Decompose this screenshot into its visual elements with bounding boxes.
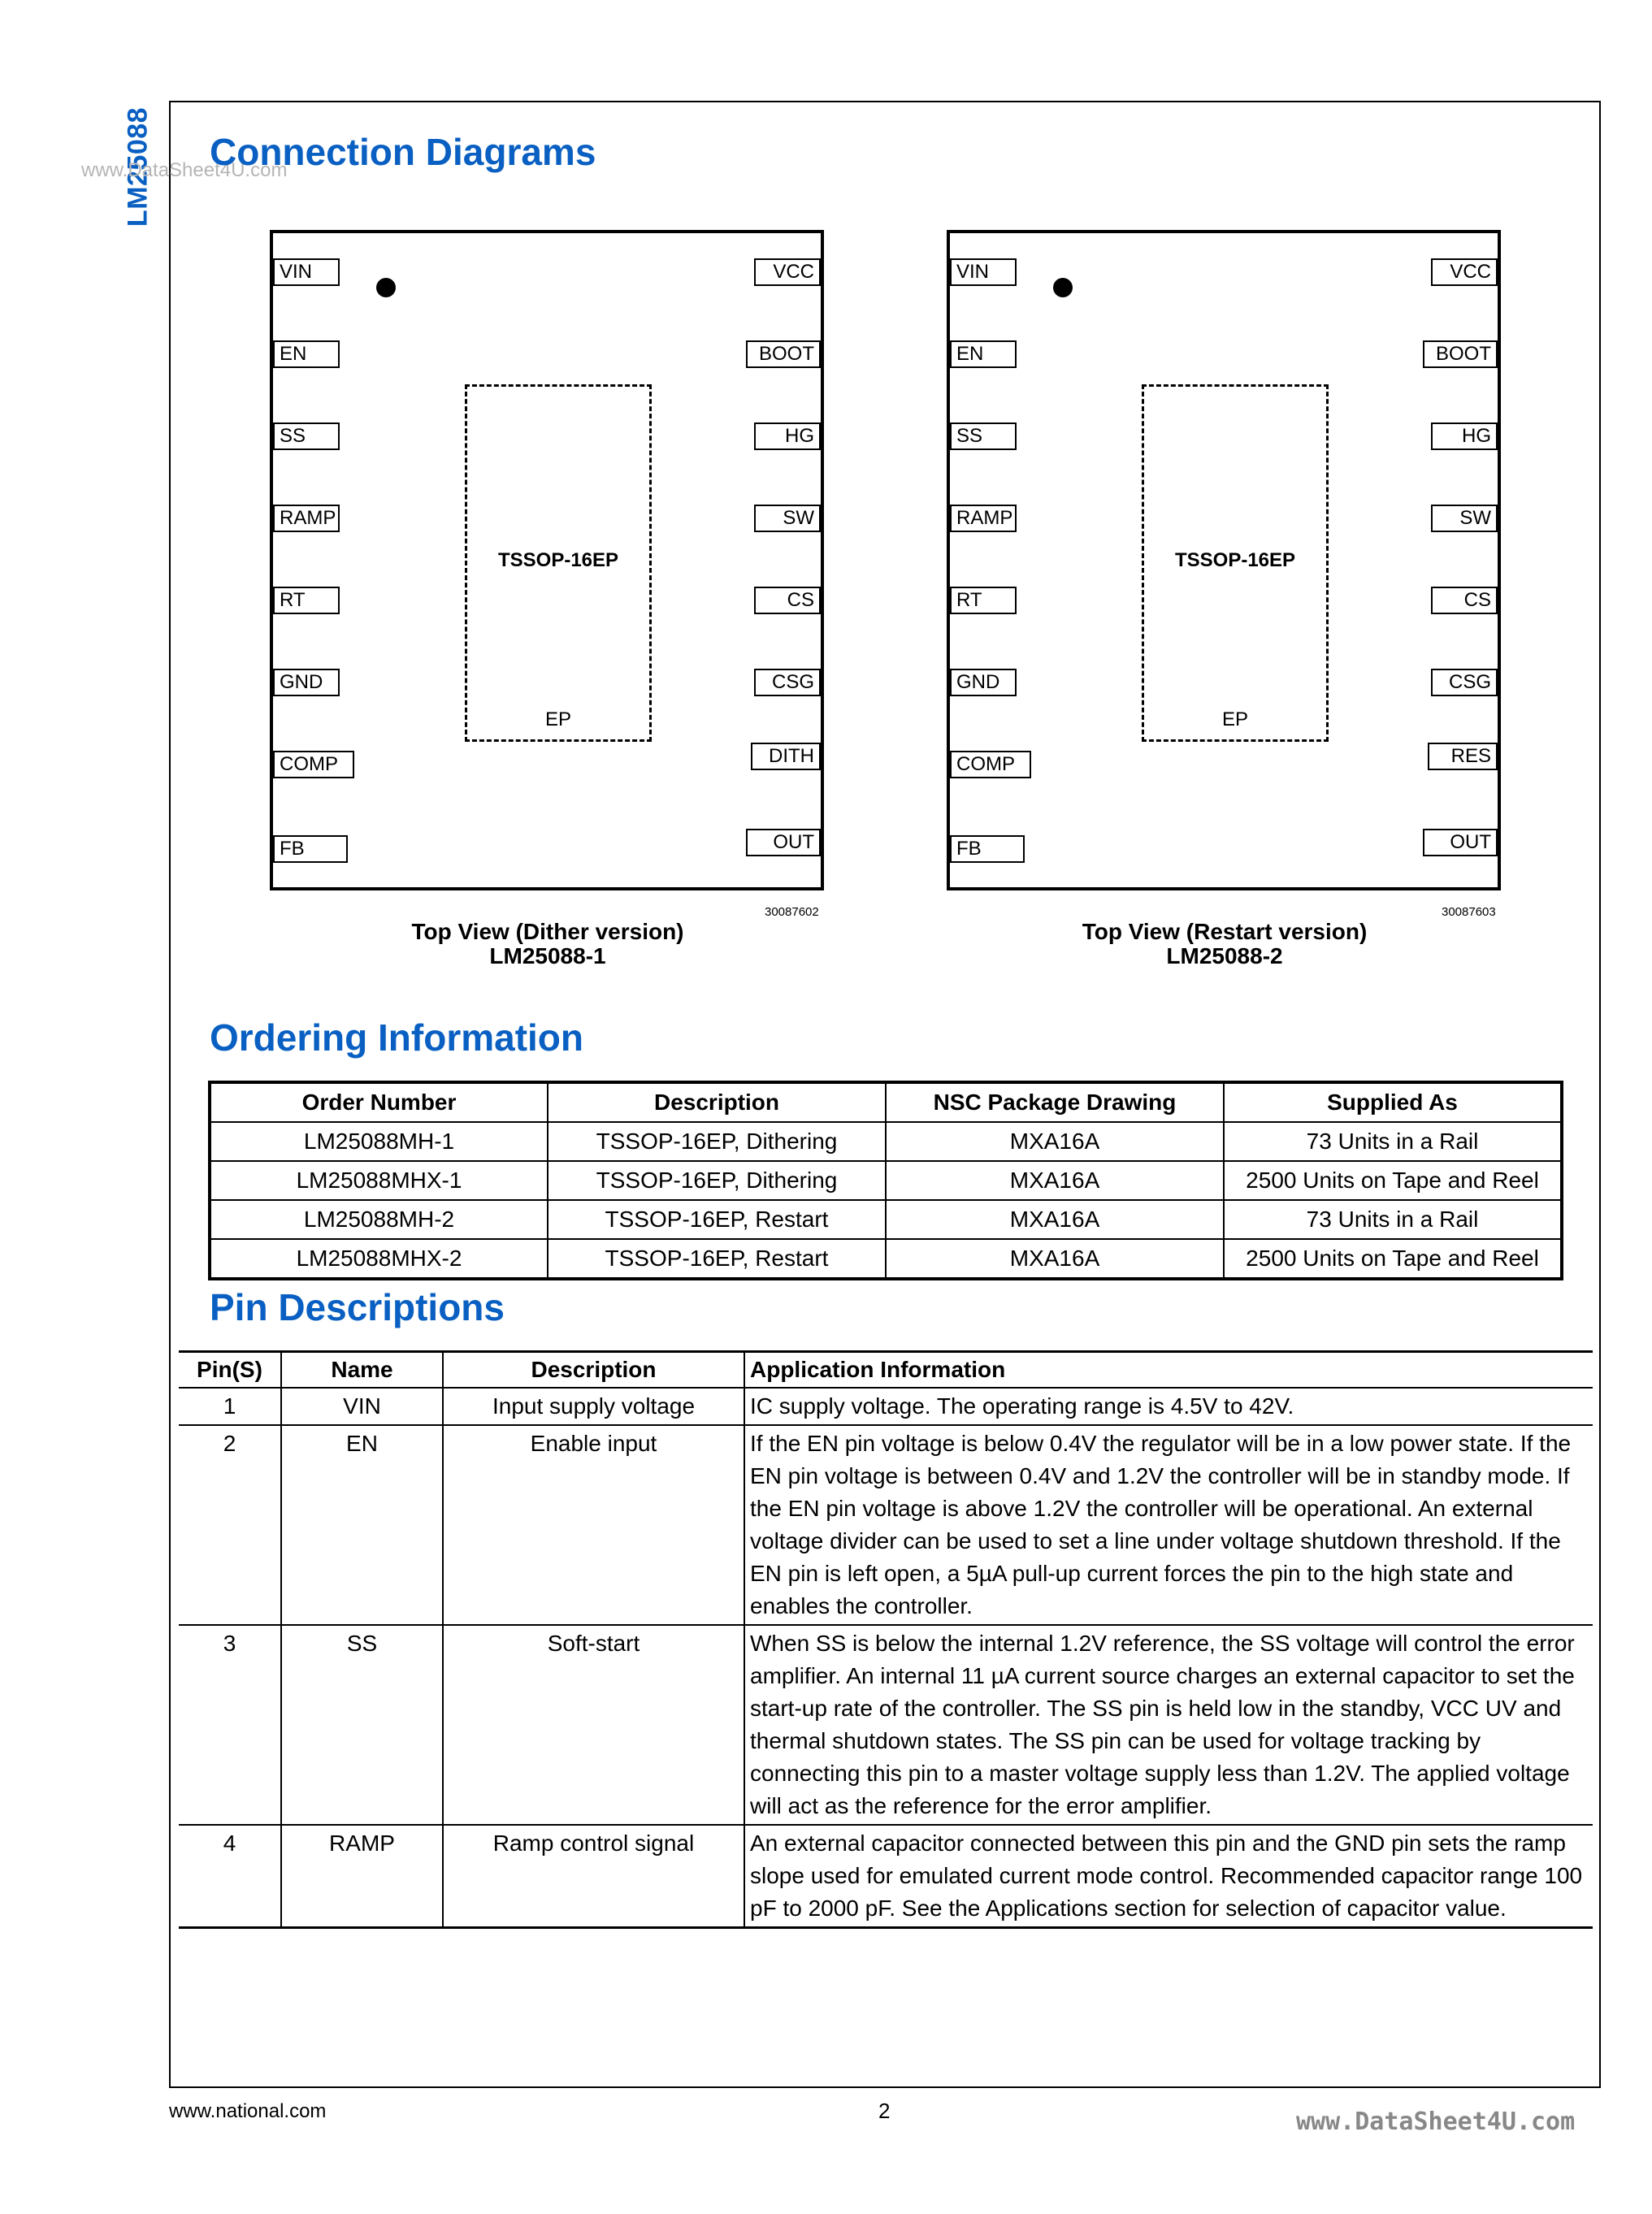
pin-right-9: OUT xyxy=(1423,829,1498,856)
cell-pin: 3 xyxy=(179,1625,281,1825)
pin-right-11: CSG xyxy=(754,669,821,696)
pin-right-16: VCC xyxy=(1431,258,1498,286)
pin-left-3: SS xyxy=(273,422,340,450)
table-header-row xyxy=(179,1352,1593,1389)
cell-order-number: LM25088MHX-2 xyxy=(210,1239,548,1279)
pin1-dot-icon xyxy=(1053,278,1073,297)
pin-description-table xyxy=(179,1350,1593,1929)
cell-description: TSSOP-16EP, Dithering xyxy=(548,1122,886,1161)
cell-supplied-as: 2500 Units on Tape and Reel xyxy=(1224,1161,1562,1200)
pin-right-16: VCC xyxy=(754,258,821,286)
pin-right-14: HG xyxy=(754,422,821,450)
figure-number-1: 30087602 xyxy=(765,905,819,919)
cell-package: MXA16A xyxy=(886,1122,1224,1161)
pin-left-6: GND xyxy=(273,669,340,696)
package-label: TSSOP-16EP xyxy=(1174,549,1296,571)
pin-right-10: DITH xyxy=(751,743,821,770)
table-row xyxy=(179,1625,1593,1825)
cell-supplied-as: 73 Units in a Rail xyxy=(1224,1122,1562,1161)
section-title-pins: Pin Descriptions xyxy=(210,1286,505,1328)
cell-pin: 4 xyxy=(179,1825,281,1928)
caption-part: LM25088-2 xyxy=(1166,943,1283,968)
pin-left-1: VIN xyxy=(273,258,340,286)
pin-left-2: EN xyxy=(273,340,340,368)
pin-left-3: SS xyxy=(950,422,1017,450)
table-row xyxy=(179,1425,1593,1625)
cell-pin: 1 xyxy=(179,1388,281,1425)
footer-website-link[interactable]: www.national.com xyxy=(169,2100,327,2122)
pin-right-15: BOOT xyxy=(746,340,821,368)
pin-right-13: SW xyxy=(754,505,821,532)
pin-left-1: VIN xyxy=(950,258,1017,286)
table-row xyxy=(179,1388,1593,1425)
cell-order-number: LM25088MH-1 xyxy=(210,1122,548,1161)
cell-pin: 2 xyxy=(179,1425,281,1625)
caption-title: Top View (Dither version) xyxy=(411,919,684,944)
pin-right-12: CS xyxy=(754,587,821,614)
cell-package: MXA16A xyxy=(886,1239,1224,1279)
pin-left-6: GND xyxy=(950,669,1017,696)
exposed-pad-outline xyxy=(1142,384,1329,742)
pin-right-10: RES xyxy=(1428,743,1498,770)
pin-left-8: FB xyxy=(950,835,1025,863)
cell-description: TSSOP-16EP, Restart xyxy=(548,1200,886,1239)
cell-name: SS xyxy=(281,1625,443,1825)
cell-description: Enable input xyxy=(443,1425,744,1625)
cell-description: Soft-start xyxy=(443,1625,744,1825)
cell-description: Ramp control signal xyxy=(443,1825,744,1928)
connection-diagram-2 xyxy=(947,230,1501,890)
header-package: NSC Package Drawing xyxy=(886,1082,1224,1122)
caption-part: LM25088-1 xyxy=(489,943,606,968)
cell-package: MXA16A xyxy=(886,1200,1224,1239)
connection-diagram-1 xyxy=(270,230,824,890)
cell-description: TSSOP-16EP, Restart xyxy=(548,1239,886,1279)
pin-right-14: HG xyxy=(1431,422,1498,450)
pin-left-7: COMP xyxy=(950,751,1031,778)
header-order-number: Order Number xyxy=(210,1082,548,1122)
table-row xyxy=(210,1122,1562,1161)
diagram-caption-1 xyxy=(263,920,832,968)
package-label: TSSOP-16EP xyxy=(497,549,619,571)
cell-application-info: IC supply voltage. The operating range is 4.5V to 42V. xyxy=(744,1388,1593,1425)
table-header-row xyxy=(210,1082,1562,1122)
cell-package: MXA16A xyxy=(886,1161,1224,1200)
pin-left-5: RT xyxy=(950,587,1017,614)
pin-left-2: EN xyxy=(950,340,1017,368)
cell-application-info: An external capacitor connected between this pin and the GND pin sets the ramp slope used for emulated current mode control. Recommended capacitor range 100 pF to 2000 pF. See the Applications section for selection of capacitor value. xyxy=(744,1825,1593,1928)
ordering-table xyxy=(208,1081,1563,1280)
section-title-connection: Connection Diagrams xyxy=(210,131,596,173)
table-row xyxy=(210,1161,1562,1200)
cell-application-info: When SS is below the internal 1.2V reference, the SS voltage will control the error amplifier. An internal 11 µA current source charges an external capacitor to set the start-up rate of the controller. The SS pin is held low in the standby, VCC UV and thermal shutdown states. The SS pin can be used for voltage tracking by connecting this pin to a master voltage supply less than 1.2V. The applied voltage will act as the reference for the error amplifier. xyxy=(744,1625,1593,1825)
pin-left-5: RT xyxy=(273,587,340,614)
cell-name: RAMP xyxy=(281,1825,443,1928)
table-row xyxy=(210,1239,1562,1279)
pin-left-7: COMP xyxy=(273,751,354,778)
header-supplied-as: Supplied As xyxy=(1224,1082,1562,1122)
page-number: 2 xyxy=(878,2099,891,2123)
header-pins: Pin(S) xyxy=(179,1352,281,1389)
cell-name: VIN xyxy=(281,1388,443,1425)
watermark-top: www.DataSheet4U.com xyxy=(81,159,288,181)
header-description: Description xyxy=(548,1082,886,1122)
diagram-caption-2 xyxy=(940,920,1509,968)
header-description: Description xyxy=(443,1352,744,1389)
pin1-dot-icon xyxy=(376,278,396,297)
figure-number-2: 30087603 xyxy=(1442,905,1496,919)
ep-label: EP xyxy=(1221,708,1248,730)
cell-name: EN xyxy=(281,1425,443,1625)
table-row xyxy=(210,1200,1562,1239)
section-title-ordering: Ordering Information xyxy=(210,1016,583,1059)
cell-description: Input supply voltage xyxy=(443,1388,744,1425)
header-name: Name xyxy=(281,1352,443,1389)
pin-left-4: RAMP xyxy=(273,505,340,532)
cell-description: TSSOP-16EP, Dithering xyxy=(548,1161,886,1200)
cell-order-number: LM25088MH-2 xyxy=(210,1200,548,1239)
cell-order-number: LM25088MHX-1 xyxy=(210,1161,548,1200)
header-application-info: Application Information xyxy=(744,1352,1593,1389)
table-row xyxy=(179,1825,1593,1928)
cell-supplied-as: 2500 Units on Tape and Reel xyxy=(1224,1239,1562,1279)
footer-watermark: www.DataSheet4U.com xyxy=(1296,2108,1576,2136)
pin-left-4: RAMP xyxy=(950,505,1017,532)
cell-supplied-as: 73 Units in a Rail xyxy=(1224,1200,1562,1239)
exposed-pad-outline xyxy=(465,384,652,742)
pin-left-8: FB xyxy=(273,835,348,863)
pin-right-12: CS xyxy=(1431,587,1498,614)
pin-right-15: BOOT xyxy=(1423,340,1498,368)
side-part-number: LM25088 xyxy=(122,106,154,227)
caption-title: Top View (Restart version) xyxy=(1082,919,1368,944)
pin-right-13: SW xyxy=(1431,505,1498,532)
ep-label: EP xyxy=(544,708,571,730)
pin-right-9: OUT xyxy=(746,829,821,856)
pin-right-11: CSG xyxy=(1431,669,1498,696)
cell-application-info: If the EN pin voltage is below 0.4V the regulator will be in a low power state. If the EN pin voltage is between 0.4V and 1.2V the controller will be in standby mode. If the EN pin voltage is above 1.2V the controller will be operational. An external voltage divider can be used to set a line under voltage shutdown threshold. If the EN pin is left open, a 5µA pull-up current forces the pin to the high state and enables the controller. xyxy=(744,1425,1593,1625)
